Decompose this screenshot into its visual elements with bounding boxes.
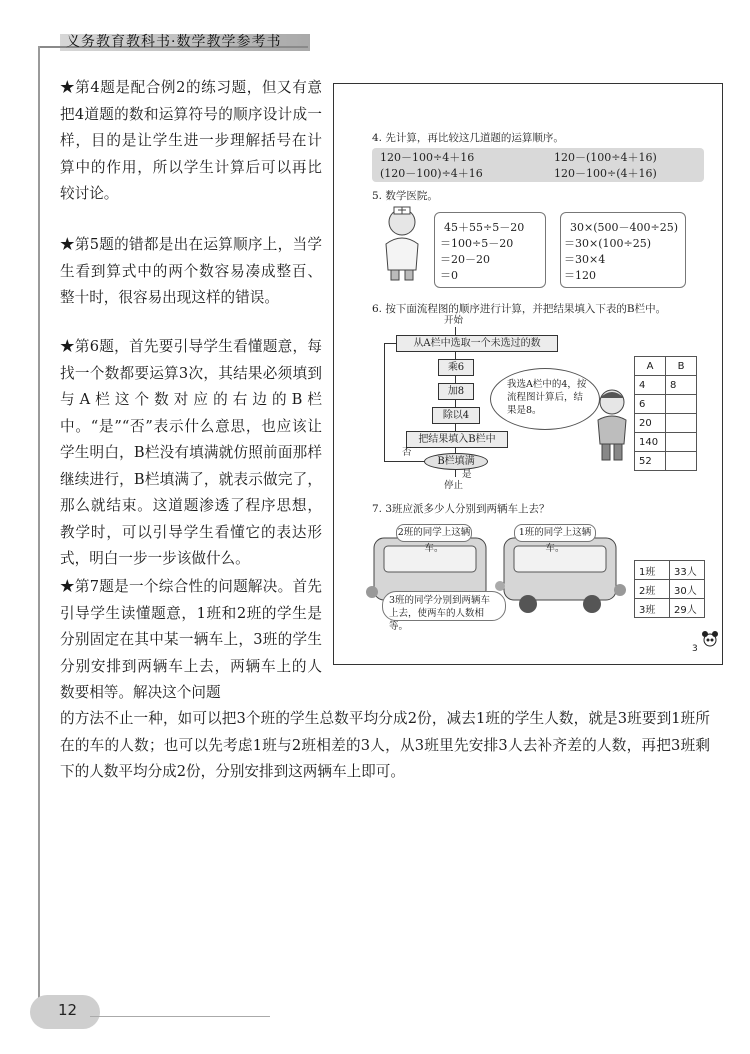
table-header-a: A xyxy=(635,357,666,376)
cell-a: 20 xyxy=(635,414,666,433)
cell-a: 6 xyxy=(635,395,666,414)
paragraph-q7-continued: 的方法不止一种，如可以把3个班的学生总数平均分成2份，减去1班的学生人数，就是3班要到1班所在的车的人数；也可以先考虑1班与2班相差的3人，从3班里先安排3人去补齐差的人数，再把3班剩下的人数平均分成2份，分别安排到这两辆车上即可。 xyxy=(60,710,710,780)
q4-expr-3: (120－100)÷4＋16 xyxy=(380,167,483,180)
flow-start: 开始 xyxy=(444,315,464,326)
q7-bubble-class2: 2班的同学上这辆车。 xyxy=(396,524,472,542)
cell-a: 52 xyxy=(635,452,666,471)
footer-rule xyxy=(90,1016,270,1017)
table-header-b: B xyxy=(666,357,697,376)
flow-yes-label: 是 xyxy=(462,469,472,480)
q7-bubble-class1: 1班的同学上这辆车。 xyxy=(514,524,596,542)
q4-title: 4. 先计算，再比较这几道题的运算顺序。 xyxy=(372,132,564,144)
q7-class-table xyxy=(634,560,705,618)
cell-a: 4 xyxy=(635,376,666,395)
paragraph-q7: ★第7题是一个综合性的问题解决。首先引导学生读懂题意，1班和2班的学生是分别固定在其中某一辆车上，3班的学生分别安排到两辆车上去，两辆车上的人数要相等。解决这个问题 xyxy=(60,578,322,701)
paragraph-q4: ★第4题是配合例2的练习题，但又有意把4道题的数和运算符号的顺序设计成一样，目的是让学生进一步理解括号在计算中的作用，所以学生计算后可以再比较讨论。 xyxy=(60,79,322,202)
flow-stop: 停止 xyxy=(444,480,464,491)
q6-title: 6. 按下面流程图的顺序进行计算，并把结果填入下表的B栏中。 xyxy=(372,303,667,315)
paragraph-q5: ★第5题的错都是出在运算顺序上，当学生看到算式中的两个数容易凑成整百、整十时，很容易出现这样的错误。 xyxy=(60,236,322,306)
paragraph-q6: ★第6题，首先要引导学生看懂题意，每找一个数都要运算3次，其结果必须填到与A栏这个数对应的右边的B栏中。“是”“否”表示什么意思，也应该让学生明白，B栏没有填满就仿照前面那样继续进行，B栏填满了，就表示做完了，那么就结束。这道题渗透了程序思想，教学时，可以引导学生看懂它的表达形式，明白一步一步该做什么。 xyxy=(60,338,322,567)
boy-illustration xyxy=(590,386,636,466)
flow-decision: B栏填满 xyxy=(424,453,488,470)
q5-right-line-3: ＝30×4 xyxy=(564,253,606,266)
panda-icon xyxy=(701,630,719,648)
header-title: 义务教育教科书·数学教学参考书 xyxy=(66,34,282,50)
margin-rule xyxy=(38,46,40,1006)
q5-left-line-3: ＝20－20 xyxy=(440,253,490,266)
class-name: 2班 xyxy=(635,580,670,599)
q4-expr-4: 120－100÷(4＋16) xyxy=(554,167,657,180)
cell-b: 8 xyxy=(666,376,697,395)
cell-b xyxy=(666,433,697,452)
q5-left-line-1: 45＋55÷5－20 xyxy=(444,221,525,234)
q5-right-line-1: 30×(500－400÷25) xyxy=(570,221,679,234)
flow-step-multiply: 乘6 xyxy=(438,359,474,376)
flow-step-add: 加8 xyxy=(438,383,474,400)
q5-left-line-2: ＝100÷5－20 xyxy=(440,237,514,250)
cell-b xyxy=(666,452,697,471)
flow-no-label: 否 xyxy=(402,447,412,458)
textbook-excerpt xyxy=(333,83,723,665)
q7-bubble-class3: 3班的同学分别到两辆车上去，使两车的人数相等。 xyxy=(382,591,506,621)
class-count: 33人 xyxy=(670,561,705,580)
q6-ab-table xyxy=(634,356,697,471)
class-name: 3班 xyxy=(635,599,670,618)
q4-expr-1: 120－100÷4＋16 xyxy=(380,151,475,164)
class-count: 30人 xyxy=(670,580,705,599)
flow-step-select: 从A栏中选取一个未选过的数 xyxy=(396,335,558,352)
book-page-number: 3 xyxy=(692,644,698,654)
cell-a: 140 xyxy=(635,433,666,452)
page-number: 12 xyxy=(58,1001,78,1019)
class-name: 1班 xyxy=(635,561,670,580)
class-count: 29人 xyxy=(670,599,705,618)
cell-b xyxy=(666,395,697,414)
doctor-illustration xyxy=(374,204,430,284)
q5-left-line-4: ＝0 xyxy=(440,269,458,282)
flow-loop-line xyxy=(384,343,385,461)
q5-title: 5. 数学医院。 xyxy=(372,190,438,202)
q6-speech-bubble: 我选A栏中的4，按流程图计算后，结果是8。 xyxy=(490,368,600,430)
q5-right-line-4: ＝120 xyxy=(564,269,596,282)
q7-title: 7. 3班应派多少人分别到两辆车上去？ xyxy=(372,503,550,515)
flow-step-divide: 除以4 xyxy=(432,407,480,424)
q5-right-line-2: ＝30×(100÷25) xyxy=(564,237,652,250)
cell-b xyxy=(666,414,697,433)
flow-step-fill: 把结果填入B栏中 xyxy=(406,431,508,448)
q4-expr-2: 120－(100÷4＋16) xyxy=(554,151,657,164)
